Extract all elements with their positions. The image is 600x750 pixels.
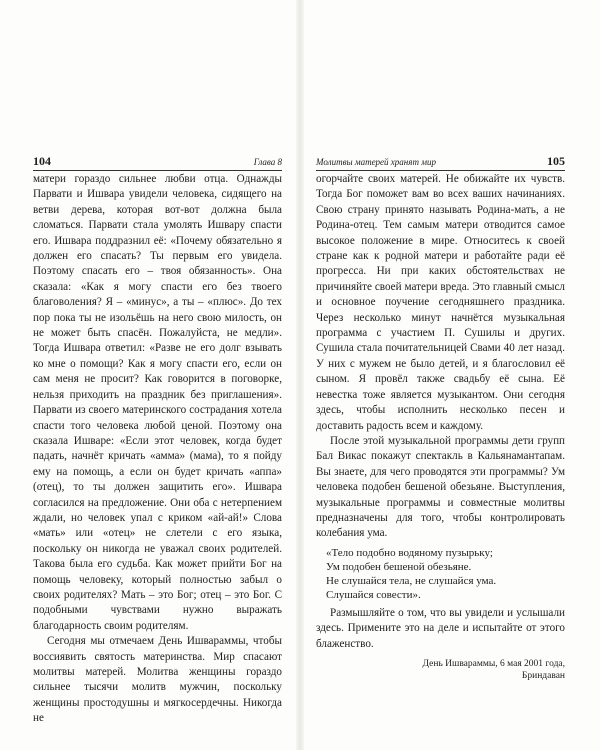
right-paragraph-1: огорчайте своих матерей. Не обижайте их чувств. Тогда Бог поможет вам во всех ваших начинаниях. Свою страну принято называть Родина-мать, а не Родина-отец. Тем самым матери отводится самое высокое положение в мире. Относитесь к своей стране как к родной матери и работайте ради её прогресса. Ни при каких обстоятельствах не причиняйте своей матери вреда. Это главный смысл и основное поучение сегодняшнего праздника. Через несколько минут начнётся музыкальная программа с участием П. Сушилы и других. Сушила стала почитательницей Свами 40 лет назад. У них с мужем не было детей, и я благословил её сыном. Я провёл также свадьбу её сына. Её невестка тоже является музыкантом. Они сегодня здесь, чтобы исполнить несколько песен и доставить радость всем и каждому.: [316, 173, 565, 432]
signature: [316, 658, 565, 682]
poem-quote: [326, 546, 565, 602]
right-running-title: Молитвы матерей хранят мир: [316, 157, 436, 167]
book-gutter: [296, 0, 304, 750]
right-page-number: 105: [547, 154, 565, 168]
right-page-body: [316, 172, 565, 682]
signature-place: Бриндаван: [521, 670, 565, 681]
closing-paragraph: Размышляйте о том, что вы увидели и услышали здесь. Примените это на деле и испытайте от этого блаженство.: [316, 606, 565, 650]
right-page: [316, 155, 565, 682]
poem-line: «Тело подобно водяному пузырьку;: [326, 546, 493, 559]
right-page-header: [316, 155, 565, 168]
poem-line: Слушайся совести».: [326, 588, 421, 601]
poem-line: Ум подобен бешеной обезьяне.: [326, 560, 472, 573]
poem-line: Не слушайся тела, не слушайся ума.: [326, 574, 497, 587]
right-paragraph-2: После этой музыкальной программы дети групп Бал Викас покажут спектакль в Кальянамантапам. Вы знаете, для чего проводятся эти программы? Ум человека подобен бешеной обезьяне. Выступления, музыкальные программы и совместные молитвы предназначены для того, чтобы контролировать колебания ума.: [316, 434, 565, 540]
signature-date: День Ишвараммы, 6 мая 2001 года,: [422, 658, 565, 669]
left-page-header: [33, 155, 282, 168]
right-header-rule: [316, 170, 565, 171]
left-header-rule: [33, 170, 282, 171]
left-page-body: [33, 172, 282, 727]
left-paragraph-2: Сегодня мы отмечаем День Ишвараммы, чтобы воссиявить святость материнства. Мир спасают молитвы матерей. Молитва женщины гораздо сильнее тысячи молитв мужчин, поскольку женщины простодушны и мягкосердечны. Никогда не: [33, 635, 282, 725]
left-paragraph-1: матери гораздо сильнее любви отца. Однажды Парвати и Ишвара увидели человека, сидящего на ветви дерева, которая вот-вот должна была сломаться. Парвати стала умолять Ишвару спасти его. Ишвара поддразнил её: «Почему обязательно я должен его спасать? Ты первым его увидела. Поэтому спасать его – твоя обязанность». Она сказала: «Как я могу спасти его без твоего благоволения? Я – «минус», а ты – «плюс». До тех пор пока ты не изольёшь на него свою милость, он не может быть спасён. Пожалуйста, не медли». Тогда Ишвара ответил: «Разве не его долг взывать ко мне о помощи? Как я могу спасти его, если он сам меня не просит? Как говорится в поговорке, нельзя приходить на праздник без приглашения». Парвати из своего материнского сострадания хотела спасти того человека любой ценой. Поэтому она сказала Ишваре: «Если этот человек, когда будет падать, начнёт кричать «амма» (мама), то я пойду ему на помощь, а если он будет кричать «аппа» (отец), то ты должен защитить его». Ишвара согласился на предложение. Они оба с нетерпением ждали, но человек упал с криком «ай-ай!» Слова «мать» или «отец» не слетели с его языка, поскольку он никогда не уважал своих родителей. Такова была его судьба. Как может прийти Бог на помощь человеку, который полностью забыл о своих родителях? Мать – это Бог; отец – это Бог. С подобными чувствами нужно выражать благодарность своим родителям.: [33, 173, 282, 632]
left-page: [33, 155, 282, 727]
left-page-number: 104: [33, 154, 51, 168]
left-running-title: Глава 8: [253, 157, 282, 167]
